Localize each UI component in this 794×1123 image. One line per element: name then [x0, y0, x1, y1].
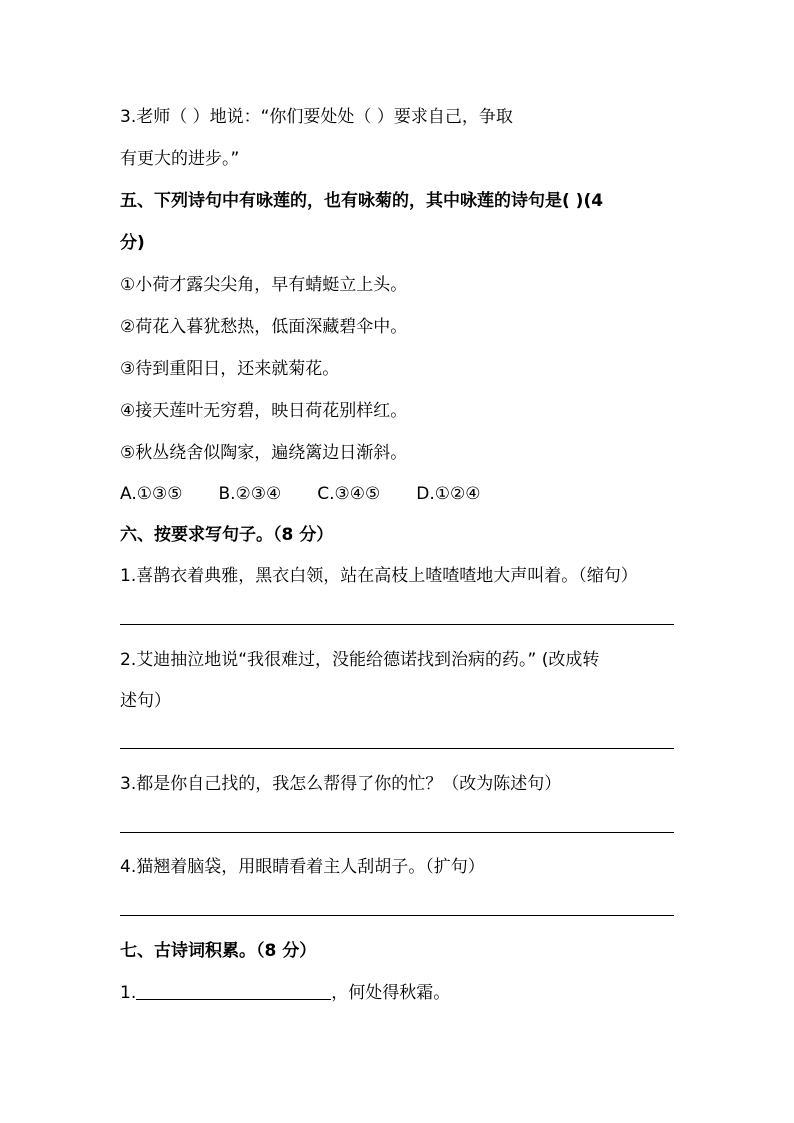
s7-q1-suffix: ，何处得秋霜。 [331, 983, 451, 1003]
section6-title: 六、按要求写句子。（8 分） [120, 525, 334, 545]
s6-question-1: 1.喜鹊衣着典雅，黑衣白领，站在高枝上喳喳喳地大声叫着。（缩句） [120, 566, 638, 586]
answer-line-1 [120, 624, 674, 625]
s7-q1-prefix: 1. [120, 983, 137, 1003]
section5-title-line1: 五、下列诗句中有咏莲的，也有咏菊的，其中咏莲的诗句是( )(4 [120, 191, 604, 211]
q4-item3-line1: 3.老师（ ）地说：“你们要处处（ ）要求自己，争取 [120, 107, 513, 127]
s6-question-3: 3.都是你自己找的，我怎么帮得了你的忙？（改为陈述句） [120, 774, 562, 794]
s7-question-1 [120, 981, 680, 1005]
fill-in-blank [136, 981, 331, 1000]
poem-line-2: ②荷花入暮犹愁热，低面深藏碧伞中。 [120, 317, 408, 337]
answer-line-3 [120, 832, 674, 833]
poem-line-5: ⑤秋丛绕舍似陶家，遍绕篱边日渐斜。 [120, 443, 408, 463]
s6-question-2-line2: 述句） [120, 691, 171, 711]
answer-line-2 [120, 748, 674, 749]
s6-question-4: 4.猫翘着脑袋，用眼睛看着主人刮胡子。（扩句） [120, 857, 485, 877]
option-c: C.③④⑤ [317, 484, 381, 504]
s6-question-2-line1: 2.艾迪抽泣地说“我很难过，没能给德诺找到治病的药。” (改成转 [120, 650, 600, 670]
section5-title-line2: 分) [120, 233, 145, 253]
option-b: B.②③④ [218, 484, 282, 504]
option-d: D.①②④ [416, 484, 481, 504]
poem-line-1: ①小荷才露尖尖角，早有蜻蜓立上头。 [120, 275, 408, 295]
q4-item3-line2: 有更大的进步。” [120, 149, 240, 169]
poem-line-3: ③待到重阳日，还来就菊花。 [120, 359, 340, 379]
poem-line-4: ④接天莲叶无穷碧，映日荷花别样红。 [120, 401, 408, 421]
option-a: A.①③⑤ [120, 484, 183, 504]
section7-title: 七、古诗词积累。（8 分） [120, 941, 317, 961]
answer-options [120, 482, 680, 506]
answer-line-4 [120, 915, 674, 916]
